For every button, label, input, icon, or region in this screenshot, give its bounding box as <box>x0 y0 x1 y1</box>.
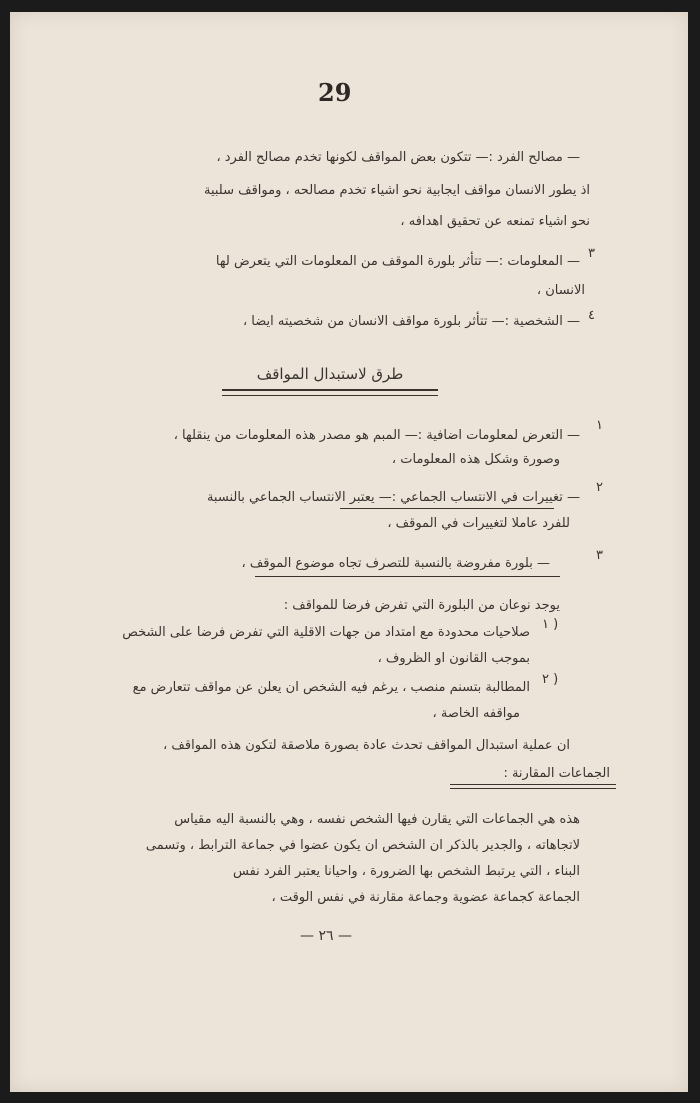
s1-item3-line1: — المعلومات :— تتأثر بلورة الموقف من المعلومات التي يتعرض لها <box>215 254 580 269</box>
section2-title: طرق لاستبدال المواقف <box>256 365 404 383</box>
page-number-top: 29 <box>318 78 352 107</box>
title-underline-2 <box>222 395 438 396</box>
s2-item1-line1: — التعرض لمعلومات اضافية :— المبم هو مصدر هذه المعلومات من ينقلها ، <box>173 428 580 443</box>
s2-conclusion: ان عملية استبدال المواقف تحدث عادة بصورة ملاصقة لتكون هذه المواقف ، <box>163 738 570 753</box>
s2-item3-underline <box>255 576 560 577</box>
s3-para-line4: الجماعة كجماعة عضوية وجماعة مقارنة في نفس الوقت ، <box>271 890 580 905</box>
s3-para-line2: لاتجاهاته ، والجدير بالذكر ان الشخص ان يكون عضوا في جماعة الترابط ، وتسمى <box>145 838 580 853</box>
s2-item2-underline <box>340 508 554 509</box>
s2-item2-line1: — تغييرات في الانتساب الجماعي :— يعتبر الانتساب الجماعي بالنسبة <box>206 490 580 505</box>
s2-item2-number: ٢ <box>596 480 603 495</box>
section3-heading-underline-2 <box>450 788 616 789</box>
s3-para-line1: هذه هي الجماعات التي يقارن فيها الشخص نفسه ، وهي بالنسبة اليه مقياس <box>174 812 580 827</box>
section3-heading: الجماعات المقارنة : <box>503 766 610 781</box>
title-underline-1 <box>222 389 438 391</box>
s1-item4-line1: — الشخصية :— تتأثر بلورة مواقف الانسان من شخصيته ايضا ، <box>242 314 580 329</box>
s1-item4-number: ٤ <box>588 308 595 323</box>
s2-sub-intro: يوجد نوعان من البلورة التي تفرض فرضا للمواقف : <box>283 598 560 613</box>
page-footer-number: — ٢٦ — <box>300 928 352 944</box>
s2-item3-line1: — بلورة مفروضة بالنسبة للتصرف تجاه موضوع الموقف ، <box>241 556 550 571</box>
s1-item1-line2: اذ يطور الانسان مواقف ايجابية نحو اشياء تخدم مصالحه ، ومواقف سلبية <box>203 183 590 198</box>
s3-para-line3: البناء ، التي يرتبط الشخص بها الضرورة ، واحيانا يعتبر الفرد نفس <box>233 864 580 879</box>
s1-item3-line2: الانسان ، <box>536 283 585 298</box>
s2-sub1-line2: بموجب القانون او الظروف ، <box>377 651 530 666</box>
s1-item1-line1: — مصالح الفرد :— تتكون بعض المواقف لكونها تخدم مصالح الفرد ، <box>216 150 580 165</box>
s2-sub2-number: ٢ ) <box>542 672 559 687</box>
s2-item1-number: ١ <box>596 418 603 433</box>
s2-sub1-line1: صلاحيات محدودة مع امتداد من جهات الاقلية التي تفرض فرضا على الشخص <box>122 625 530 640</box>
s1-item3-number: ٣ <box>588 246 595 261</box>
s2-sub2-line1: المطالبة بتسنم منصب ، يرغم فيه الشخص ان يعلن عن مواقف تتعارض مع <box>132 680 530 695</box>
s2-item2-line2: للفرد عاملا لتغييرات في الموقف ، <box>387 516 570 531</box>
s1-item1-line3: نحو اشياء تمنعه عن تحقيق اهدافه ، <box>400 214 590 229</box>
s2-item1-line2: وصورة وشكل هذه المعلومات ، <box>391 452 560 467</box>
section3-heading-underline <box>450 784 616 785</box>
s2-sub2-line2: مواقفه الخاصة ، <box>432 706 520 721</box>
s2-item3-number: ٣ <box>596 548 603 563</box>
s2-sub1-number: ١ ) <box>542 617 559 632</box>
